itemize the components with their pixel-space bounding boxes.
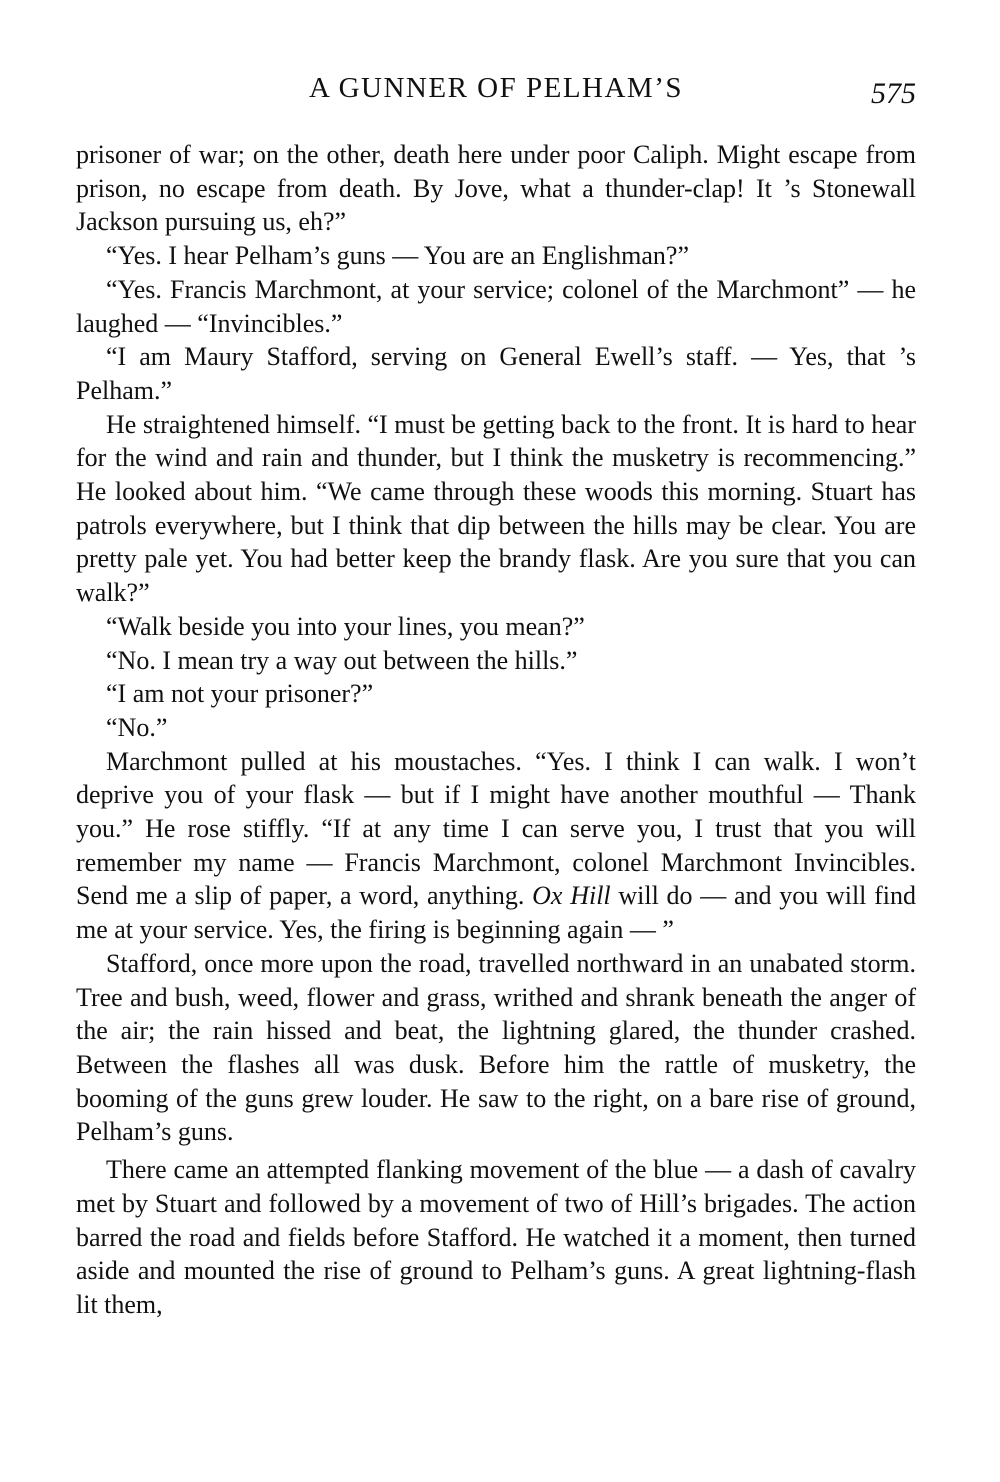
italic-place-name: Ox Hill [532, 881, 611, 911]
paragraph: “Walk beside you into your lines, you mean?” [106, 611, 585, 641]
book-page [76, 70, 916, 1322]
page-number: 575 [871, 77, 916, 110]
running-title: A GUNNER OF PELHAM’S [308, 72, 683, 104]
body-text [76, 138, 916, 1322]
paragraph: “No. I mean try a way out between the hills.” [106, 645, 578, 675]
paragraph: Stafford, once more upon the road, travelled northward in an unabated storm. Tree and bush, weed, flower and grass, writhed and shrank beneath the anger of the air; the rain hissed and beat, the lightning glared, the thunder crashed. Between the flashes all was dusk. Before him the rattle of musketry, the booming of the guns grew louder. He saw to the right, on a bare rise of ground, Pelham’s guns. [76, 948, 916, 1147]
paragraph: “Yes. Francis Marchmont, at your service; colonel of the Marchmont” — he laughed — “Invincibles.” [76, 274, 916, 338]
paragraph: “I am not your prisoner?” [106, 679, 374, 709]
paragraph: “Yes. I hear Pelham’s guns — You are an Englishman?” [106, 241, 689, 271]
paragraph: “I am Maury Stafford, serving on General Ewell’s staff. — Yes, that ’s Pelham.” [76, 342, 916, 405]
paragraph: “No.” [106, 712, 168, 742]
paragraph: There came an attempted flanking movement of the blue — a dash of cavalry met by Stuart and followed by a movement of two of Hill’s brigades. The action barred the road and fields before Stafford. He watched it a moment, then turned aside and mounted the rise of ground to Pelham’s guns. A great lightning-flash lit them, [76, 1155, 916, 1319]
paragraph: He straightened himself. “I must be getting back to the front. It is hard to hear for the wind and rain and thunder, but I think the musketry is recommencing.” He looked about him. “We came through these woods this morning. Stuart has patrols everywhere, but I think that dip between the hills may be clear. You are pretty pale yet. You had better keep the brandy flask. Are you sure that you can walk?” [76, 409, 916, 608]
paragraph: prisoner of war; on the other, death here under poor Caliph. Might escape from prison, no escape from death. By Jove, what a thunder-clap! It ’s Stonewall Jackson pursuing us, eh?” [76, 140, 916, 237]
running-head [76, 70, 916, 116]
paragraph-text: will do — and you will find me at your service. Yes, the firing is beginning again — ” [76, 881, 916, 945]
paragraph [76, 745, 916, 947]
paragraph-text: Marchmont pulled at his moustaches. “Yes. I think I can walk. I won’t deprive you of your flask — but if I might have another mouthful — Thank you.” He rose stiffly. “If at any time I can serve you, I trust that you will remember my name — Francis Marchmont, colonel Marchmont Invincibles. Send me a slip of paper, a word, anything. [76, 746, 916, 911]
